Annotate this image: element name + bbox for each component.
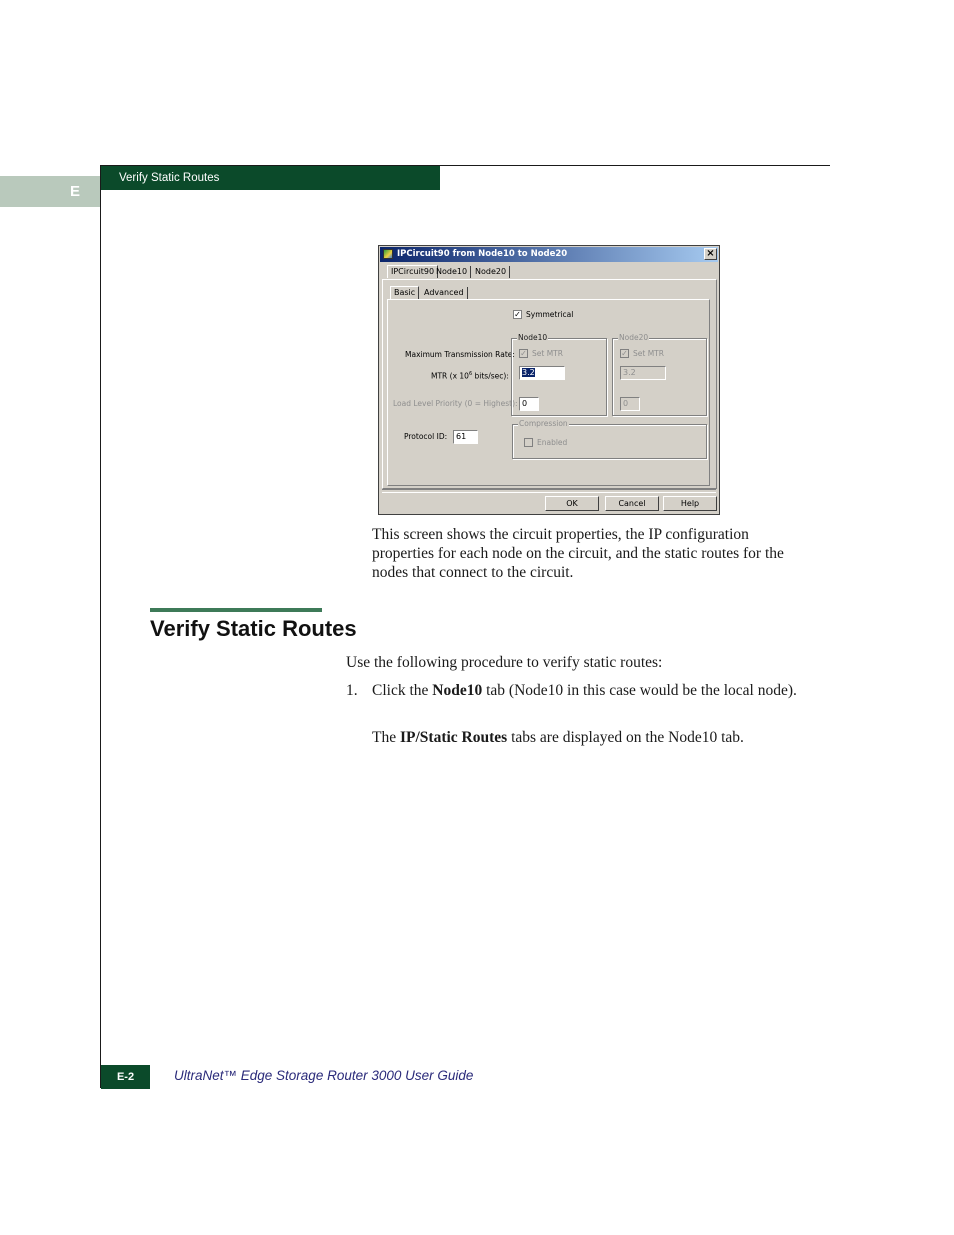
help-button[interactable]: Help	[663, 496, 717, 511]
node20-mtr-input[interactable]: 3.2	[620, 366, 666, 380]
mtr-label: MTR (x $10^6$ bits/sec):	[431, 371, 509, 381]
compression-enabled-label: Enabled	[537, 438, 568, 447]
node10-priority-input[interactable]: 0	[519, 397, 539, 411]
compression-group-label: Compression	[519, 419, 568, 428]
figure-caption: This screen shows the circuit properties, the IP configuration properties for each node on the circuit, and the static routes for the nodes that connect to the circuit.	[372, 526, 784, 581]
step-number: 1.	[346, 682, 358, 699]
section-title: Verify Static Routes	[150, 616, 357, 641]
page-number: E-2	[101, 1065, 150, 1089]
node20-set-mtr-label: Set MTR	[633, 349, 664, 358]
running-header: Verify Static Routes	[101, 166, 440, 190]
tab-ipcircuit90[interactable]: IPCircuit90	[387, 265, 438, 278]
dialog-titlebar	[380, 247, 718, 262]
dialog-title: IPCircuit90 from Node10 to Node20	[397, 249, 568, 259]
node10-set-mtr-checkbox[interactable]: ✓	[520, 349, 527, 358]
node10-group-label: Node10	[518, 333, 548, 342]
button-separator	[382, 489, 716, 493]
tab-node10[interactable]: Node10	[433, 266, 471, 278]
step-text: Click the Node10 tab (Node10 in this case would be the local node).	[372, 682, 797, 699]
max-rate-label: Maximum Transmission Rate:	[405, 350, 515, 359]
protocol-id-input[interactable]: 61	[453, 430, 478, 444]
node20-group-label: Node20	[619, 333, 649, 342]
step-note: The IP/Static Routes tabs are displayed on the Node10 tab.	[372, 729, 744, 746]
node20-priority-input[interactable]: 0	[620, 397, 640, 411]
margin-rule	[100, 165, 101, 1088]
app-icon	[383, 249, 393, 259]
symmetrical-checkbox[interactable]: ✓	[514, 310, 521, 319]
node10-mtr-input[interactable]: 3.2	[519, 366, 565, 380]
section-rule	[150, 608, 322, 612]
compression-enabled-checkbox[interactable]	[524, 438, 533, 447]
tab-advanced[interactable]: Advanced	[421, 287, 468, 299]
load-level-label: Load Level Priority (0 = Highest):	[393, 399, 518, 408]
symmetrical-label: Symmetrical	[526, 310, 574, 319]
section-intro: Use the following procedure to verify static routes:	[346, 654, 663, 671]
ok-button[interactable]: OK	[545, 496, 599, 511]
node20-set-mtr-checkbox[interactable]: ✓	[621, 349, 628, 358]
cancel-button[interactable]: Cancel	[605, 496, 659, 511]
book-title: UltraNet™ Edge Storage Router 3000 User Guide	[174, 1068, 474, 1083]
node10-set-mtr-label: Set MTR	[532, 349, 563, 358]
tab-node20[interactable]: Node20	[472, 266, 510, 278]
protocol-id-label: Protocol ID:	[404, 432, 448, 441]
ip-circuit-dialog	[378, 245, 720, 515]
tab-basic[interactable]: Basic	[390, 286, 419, 299]
chapter-tab: E	[0, 176, 100, 207]
close-icon[interactable]: ×	[704, 248, 717, 260]
